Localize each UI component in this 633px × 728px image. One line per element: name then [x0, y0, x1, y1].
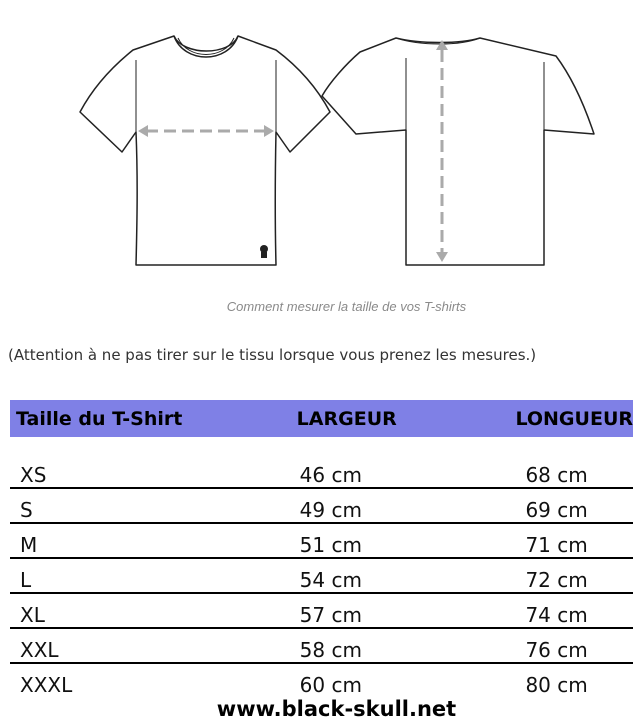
length-cell: 74 cm: [482, 593, 633, 628]
table-row: [10, 437, 633, 488]
size-cell: XXXL: [20, 673, 73, 697]
tshirt-back-drawing: [322, 38, 594, 265]
table-row: [10, 593, 633, 628]
diagram-caption: Comment mesurer la taille de vos T-shirts: [226, 299, 467, 314]
skull-logo-icon: [260, 245, 268, 258]
size-cell: L: [10, 558, 262, 593]
table-row: [10, 558, 633, 593]
header-length: LONGUEUR: [515, 407, 633, 430]
width-cell: 46 cm: [262, 437, 483, 488]
website-url: www.black-skull.net: [216, 697, 457, 721]
header-width: LARGEUR: [296, 407, 397, 430]
length-cell: 76 cm: [482, 628, 633, 663]
width-cell: 51 cm: [262, 523, 483, 558]
width-cell: 49 cm: [262, 488, 483, 523]
width-cell: 60 cm: [299, 673, 362, 697]
size-table: [10, 400, 633, 697]
table-row: [10, 523, 633, 558]
length-cell: 71 cm: [482, 523, 633, 558]
width-cell: 57 cm: [262, 593, 483, 628]
table-row: [10, 488, 633, 523]
width-cell: 58 cm: [262, 628, 483, 663]
tshirt-front-drawing: [80, 36, 330, 265]
size-cell: XL: [10, 593, 262, 628]
table-row: [10, 628, 633, 663]
length-cell: 80 cm: [525, 673, 588, 697]
size-cell: XS: [10, 437, 262, 488]
tshirt-illustration: [0, 0, 633, 290]
table-header-row: [10, 400, 633, 437]
length-cell: 72 cm: [482, 558, 633, 593]
size-cell: S: [10, 488, 262, 523]
size-cell: M: [10, 523, 262, 558]
size-cell: XXL: [10, 628, 262, 663]
table-row: [10, 663, 633, 697]
measurement-note: (Attention à ne pas tirer sur le tissu lorsque vous prenez les mesures.): [8, 346, 537, 364]
width-cell: 54 cm: [262, 558, 483, 593]
header-size: Taille du T-Shirt: [16, 407, 183, 430]
length-cell: 68 cm: [482, 437, 633, 488]
length-cell: 69 cm: [482, 488, 633, 523]
